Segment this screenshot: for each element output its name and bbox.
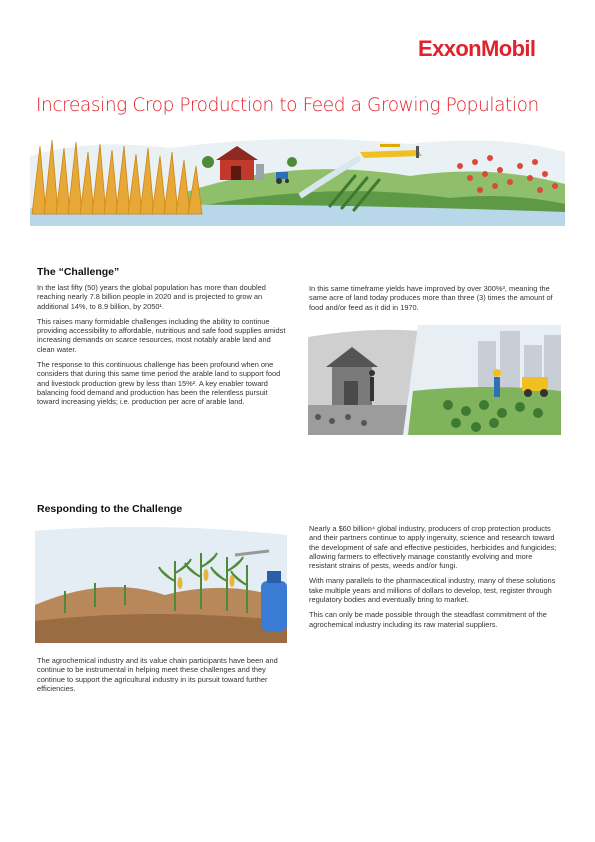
- old-vs-modern-farming-illustration: [308, 325, 561, 435]
- responding-right-column: [309, 524, 562, 635]
- paragraph: The response to this continuous challenge has been profound when one considers that during this same time period the arable land to support food and livestock production grew by less than 15%². A key enabler toward balancing food demand and production has been the relentless pursuit toward increasing yields; i.e. production per acre of arable land.: [37, 360, 281, 407]
- paragraph: In this same timeframe yields have improved by over 300%³, meaning the same acre of land today produces more than three (3) times the amount of food and/or feed as it did in 1970.: [309, 284, 553, 312]
- paragraph: With many parallels to the pharmaceutical industry, many of these solutions take multiple years and millions of dollars to develop, test, register through regulatory bodies and eventually bring to market.: [309, 576, 556, 605]
- tree: [287, 157, 297, 167]
- tree: [202, 156, 214, 168]
- section-heading-challenge: The “Challenge”: [37, 266, 120, 278]
- farmer-old: [370, 377, 374, 401]
- farmer-modern: [494, 377, 500, 397]
- challenge-right-column: [309, 284, 559, 318]
- page-title: Increasing Crop Production to Feed a Growing Population: [36, 95, 539, 116]
- paragraph: The agrochemical industry and its value chain participants have been and continue to be instrumental in helping meet these challenges and they continue to support the agricultural industry in its pursuit toward further efficiencies.: [37, 656, 278, 693]
- paragraph: This raises many formidable challenges including the ability to continue providing accessibility to affordable, nutritious and safe food supplies amidst increasing demands on scarce resources, most notably arable land and clean water.: [37, 316, 286, 354]
- paragraph: Nearly a $60 billion⁴ global industry, producers of crop protection products and their partners continue to apply ingenuity, science and research toward the development of safe and effective pesticides, herbicides and fungicides; allowing farmers to effectively manage constantly evolving and more resistant strains of pests, weeds and/or fungi.: [309, 524, 557, 571]
- challenge-left-column: [37, 283, 287, 413]
- paragraph: This can only be made possible through the steadfast commitment of the agrochemical industry including its raw material suppliers.: [309, 610, 547, 629]
- exxonmobil-logo: ExxonMobil: [418, 36, 536, 61]
- farm-landscape-illustration: [30, 126, 565, 226]
- responding-left-column: [37, 656, 287, 699]
- paragraph: In the last fifty (50) years the global population has more than doubled reaching nearly 7.8 billion people in 2020 and is projected to grow an additional 14%, to 8.9 billion, by 2050¹.: [37, 283, 266, 311]
- corn-field-sprayer-illustration: [35, 521, 287, 643]
- section-heading-responding: Responding to the Challenge: [37, 503, 183, 515]
